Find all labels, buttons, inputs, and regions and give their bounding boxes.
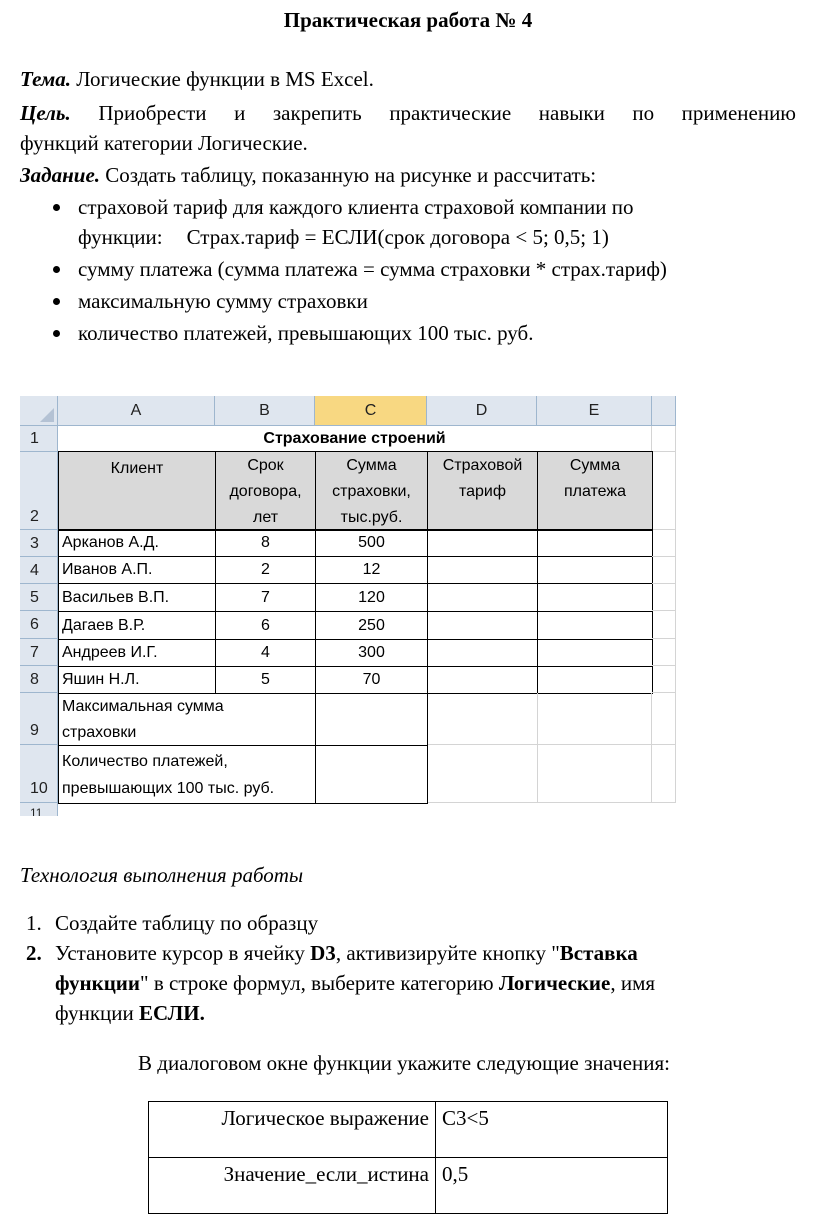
dialog-key-cell: Значение_если_истина	[149, 1158, 436, 1214]
empty-cell[interactable]	[538, 693, 652, 745]
empty-cell[interactable]	[652, 584, 676, 611]
goal-line-1	[20, 98, 796, 128]
row-header-4[interactable]: 4	[20, 557, 58, 584]
count-label-cell[interactable]: Количество платежей, превышающих 100 тыс. руб.	[58, 745, 316, 804]
step-2: 2. Установите курсор в ячейку D3, активизируйте кнопку "Вставка функции" в строке формул, выберите категорию Логические, имя функции ЕСЛИ.	[26, 941, 656, 1025]
page-title: Практическая работа № 4	[283, 8, 533, 32]
row-header-11[interactable]: 11	[20, 803, 58, 816]
list-item: страховой тариф для каждого клиента страховой компании по функции: Страх.тариф = ЕСЛИ(срок договора < 5; 0,5; 1)	[20, 192, 796, 252]
client-cell[interactable]: Иванов А.П.	[58, 556, 216, 584]
dialog-intro: В диалоговом окне функции укажите следующие значения:	[138, 1051, 670, 1075]
term-cell[interactable]: 8	[215, 529, 316, 557]
column-header-a[interactable]: A	[58, 396, 215, 426]
header-client[interactable]: Клиент	[58, 451, 216, 531]
tariff-cell[interactable]	[427, 529, 538, 557]
topic-label: Тема.	[20, 67, 72, 91]
header-tariff[interactable]: Страховой тариф	[427, 451, 538, 531]
bullet-icon	[53, 204, 60, 211]
payment-cell[interactable]	[537, 529, 653, 557]
empty-cell[interactable]	[652, 530, 676, 557]
sum-cell[interactable]: 250	[315, 611, 428, 640]
empty-cell[interactable]	[652, 639, 676, 666]
dialog-key-cell: Логическое выражение	[149, 1102, 436, 1158]
topic-text: Логические функции в MS Excel.	[71, 67, 374, 91]
header-payment[interactable]: Сумма платежа	[537, 451, 653, 531]
select-all-icon	[40, 408, 54, 422]
tariff-cell[interactable]	[427, 611, 538, 640]
term-cell[interactable]: 5	[215, 666, 316, 694]
table-row	[149, 1102, 668, 1158]
sum-cell[interactable]: 300	[315, 639, 428, 667]
column-header-f[interactable]	[652, 396, 676, 426]
row-header-1[interactable]: 1	[20, 426, 58, 452]
bullet-icon	[53, 298, 60, 305]
term-cell[interactable]: 4	[215, 639, 316, 667]
header-sum[interactable]: Сумма страховки, тыс.руб.	[315, 451, 428, 531]
goal-line-2: функций категории Логические.	[20, 131, 308, 155]
empty-cell[interactable]	[652, 426, 676, 452]
sum-cell[interactable]: 12	[315, 556, 428, 584]
empty-cell[interactable]	[652, 666, 676, 693]
step-1: 1. Создайте таблицу по образцу	[26, 911, 319, 935]
dialog-value-cell: 0,5	[436, 1158, 668, 1214]
payment-cell[interactable]	[537, 556, 653, 584]
row-header-3[interactable]: 3	[20, 530, 58, 557]
payment-cell[interactable]	[537, 666, 653, 694]
header-term[interactable]: Срок договора, лет	[215, 451, 316, 531]
goal-label: Цель.	[20, 101, 71, 125]
row-header-7[interactable]: 7	[20, 639, 58, 666]
term-cell[interactable]: 7	[215, 583, 316, 612]
client-cell[interactable]: Васильев В.П.	[58, 583, 216, 612]
sum-cell[interactable]: 120	[315, 583, 428, 612]
row-header-5[interactable]: 5	[20, 584, 58, 611]
tariff-cell[interactable]	[427, 666, 538, 694]
list-item: максимальную сумму страховки	[20, 286, 796, 316]
row-header-8[interactable]: 8	[20, 666, 58, 693]
list-item: сумму платежа (сумма платежа = сумма страховки * страх.тариф)	[20, 254, 796, 284]
column-header-b[interactable]: B	[215, 396, 315, 426]
sum-cell[interactable]: 500	[315, 529, 428, 557]
tariff-cell[interactable]	[427, 639, 538, 667]
bullet-icon	[53, 266, 60, 273]
term-cell[interactable]: 2	[215, 556, 316, 584]
payment-cell[interactable]	[537, 583, 653, 612]
topic-line	[20, 64, 796, 94]
tariff-cell[interactable]	[427, 583, 538, 612]
column-header-d[interactable]: D	[427, 396, 537, 426]
term-cell[interactable]: 6	[215, 611, 316, 640]
row-header-9[interactable]: 9	[20, 693, 58, 745]
column-header-c[interactable]: C	[315, 396, 427, 426]
spreadsheet-figure	[20, 396, 676, 816]
bullet-icon	[53, 330, 60, 337]
empty-cell[interactable]	[652, 611, 676, 639]
row-header-6[interactable]: 6	[20, 611, 58, 639]
select-all-corner[interactable]	[20, 396, 58, 426]
table-row	[149, 1158, 668, 1214]
table-title-cell[interactable]: Страхование строений	[58, 426, 652, 452]
goal-text-1: Приобрести и закрепить практические навыки по применению	[70, 101, 796, 125]
dialog-values-table	[148, 1101, 668, 1214]
dialog-value-cell: С3<5	[436, 1102, 668, 1158]
task-line	[20, 160, 796, 190]
empty-cell[interactable]	[428, 693, 538, 745]
client-cell[interactable]: Андреев И.Г.	[58, 639, 216, 667]
technology-heading: Технология выполнения работы	[20, 863, 304, 887]
task-label: Задание.	[20, 163, 101, 187]
task-text: Создать таблицу, показанную на рисунке и рассчитать:	[100, 163, 597, 187]
client-cell[interactable]: Яшин Н.Л.	[58, 666, 216, 694]
empty-cell[interactable]	[652, 452, 676, 530]
client-cell[interactable]: Дагаев В.Р.	[58, 611, 216, 640]
task-bullet-list	[20, 192, 796, 350]
payment-cell[interactable]	[537, 639, 653, 667]
sum-cell[interactable]: 70	[315, 666, 428, 694]
client-cell[interactable]: Арканов А.Д.	[58, 529, 216, 557]
empty-cell[interactable]	[652, 693, 676, 745]
empty-cell[interactable]	[538, 745, 652, 803]
empty-cell[interactable]	[652, 557, 676, 584]
payment-cell[interactable]	[537, 611, 653, 640]
list-item: количество платежей, превышающих 100 тыс. руб.	[20, 318, 796, 348]
tariff-cell[interactable]	[427, 556, 538, 584]
empty-cell[interactable]	[428, 745, 538, 803]
max-sum-value-cell[interactable]	[315, 693, 428, 746]
column-header-e[interactable]: E	[537, 396, 652, 426]
row-header-10[interactable]: 10	[20, 745, 58, 803]
count-value-cell[interactable]	[315, 745, 428, 804]
max-sum-label-cell[interactable]: Максимальная сумма страховки	[58, 693, 316, 746]
empty-cell[interactable]	[652, 745, 676, 803]
row-header-2[interactable]: 2	[20, 452, 58, 530]
